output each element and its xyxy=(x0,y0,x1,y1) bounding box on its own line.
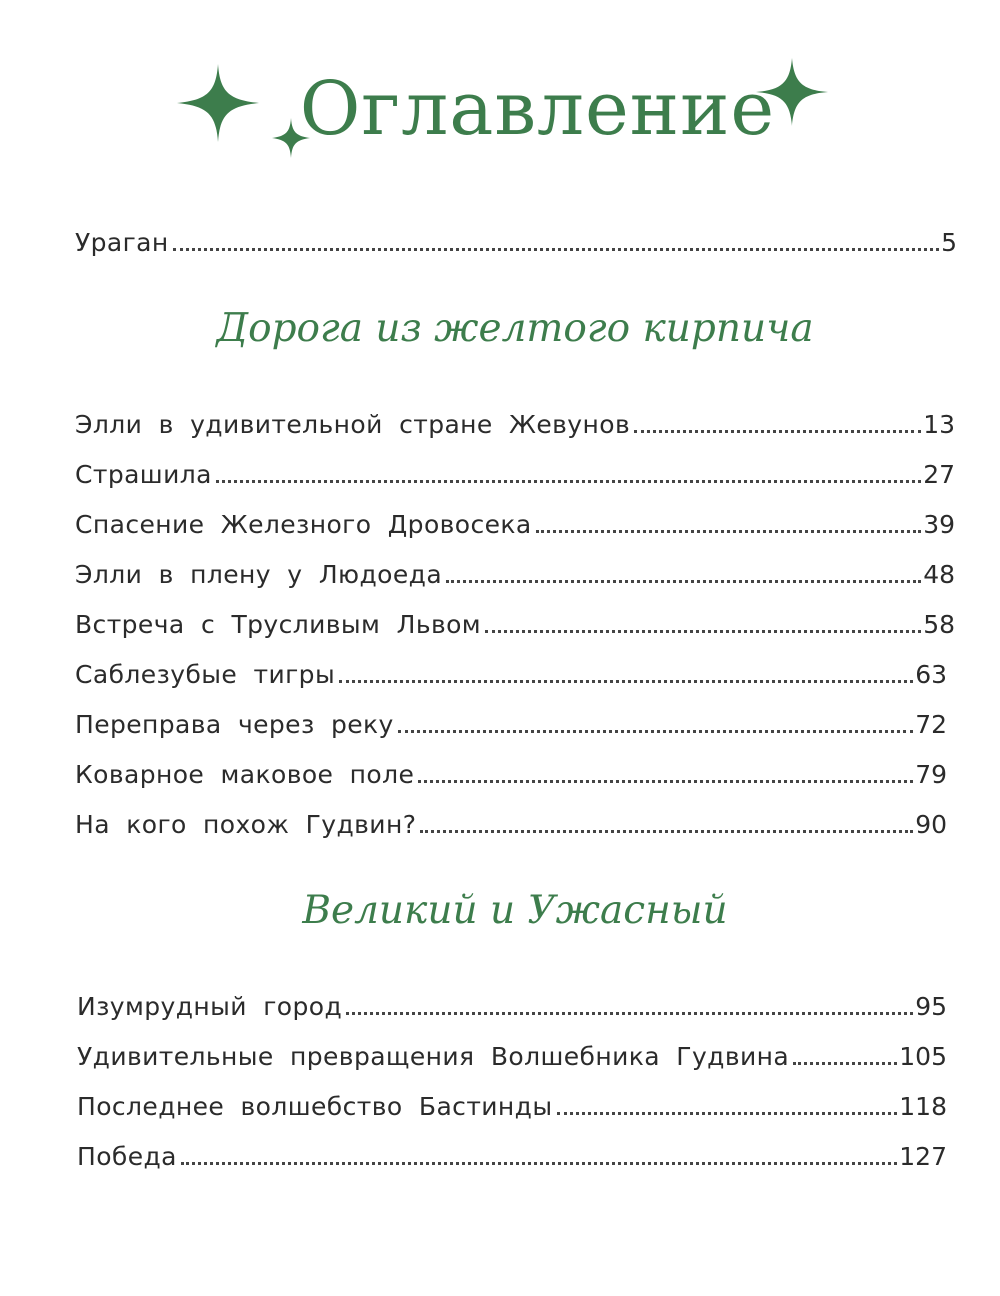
toc-entry-page: 105 xyxy=(899,1042,947,1071)
toc-entry-page: 63 xyxy=(915,660,947,689)
toc-entry xyxy=(75,510,955,540)
toc-entry-page: 5 xyxy=(941,228,957,257)
toc-entry-label: Элли в удивительной стране Жевунов xyxy=(75,410,631,439)
toc-entry-page: 127 xyxy=(899,1142,947,1171)
toc-entry-page: 39 xyxy=(923,510,955,539)
leader-dots xyxy=(446,580,921,583)
toc-entry xyxy=(77,1042,947,1072)
leader-dots xyxy=(173,248,939,251)
toc-entry-page: 13 xyxy=(923,410,955,439)
leader-dots xyxy=(420,830,913,833)
toc-entry xyxy=(75,610,955,640)
toc-entry-label: Встреча с Трусливым Львом xyxy=(75,610,482,639)
leader-dots xyxy=(398,730,913,733)
toc-entry xyxy=(75,760,947,790)
toc-entry-label: Ураган xyxy=(75,228,169,257)
toc-entry-label: Последнее волшебство Бастинды xyxy=(77,1092,553,1121)
toc-entry-label: Коварное маковое поле xyxy=(75,760,415,789)
toc-entry xyxy=(75,460,955,490)
toc-entry xyxy=(77,992,947,1022)
toc-entry-label: Саблезубые тигры xyxy=(75,660,336,689)
leader-dots xyxy=(216,480,921,483)
leader-dots xyxy=(485,630,921,633)
toc-entry xyxy=(77,1092,947,1122)
toc-entry-page: 95 xyxy=(915,992,947,1021)
section-heading: Великий и Ужасный xyxy=(302,888,728,933)
leader-dots xyxy=(418,780,913,783)
toc-entry xyxy=(75,560,955,590)
toc-entry-label: Изумрудный город xyxy=(77,992,343,1021)
toc-entry-page: 72 xyxy=(915,710,947,739)
toc-entry-label: Победа xyxy=(77,1142,177,1171)
page-title: Оглавление xyxy=(299,66,776,152)
toc-entry xyxy=(75,710,947,740)
leader-dots xyxy=(346,1012,913,1015)
leader-dots xyxy=(793,1062,897,1065)
toc-entry xyxy=(75,660,947,690)
toc-entry-page: 58 xyxy=(923,610,955,639)
section-heading: Дорога из желтого кирпича xyxy=(216,306,814,351)
toc-entry-page: 27 xyxy=(923,460,955,489)
toc-entry-page: 118 xyxy=(899,1092,947,1121)
toc-entry-label: Удивительные превращения Волшебника Гудвина xyxy=(77,1042,790,1071)
leader-dots xyxy=(181,1162,897,1165)
toc-entry-label: Элли в плену у Людоеда xyxy=(75,560,443,589)
leader-dots xyxy=(339,680,913,683)
toc-entry-label: Спасение Железного Дровосека xyxy=(75,510,532,539)
toc-entry-label: Страшила xyxy=(75,460,212,489)
leader-dots xyxy=(536,530,922,533)
toc-entry xyxy=(77,1142,947,1172)
toc-entry-label: На кого похож Гудвин? xyxy=(75,810,417,839)
toc-entry xyxy=(75,810,947,840)
toc-entry xyxy=(75,410,955,440)
toc-entry-page: 48 xyxy=(923,560,955,589)
toc-entry xyxy=(75,228,957,258)
leader-dots xyxy=(557,1112,898,1115)
toc-entry-page: 90 xyxy=(915,810,947,839)
toc-entry-page: 79 xyxy=(915,760,947,789)
leader-dots xyxy=(634,430,921,433)
toc-entry-label: Переправа через реку xyxy=(75,710,394,739)
